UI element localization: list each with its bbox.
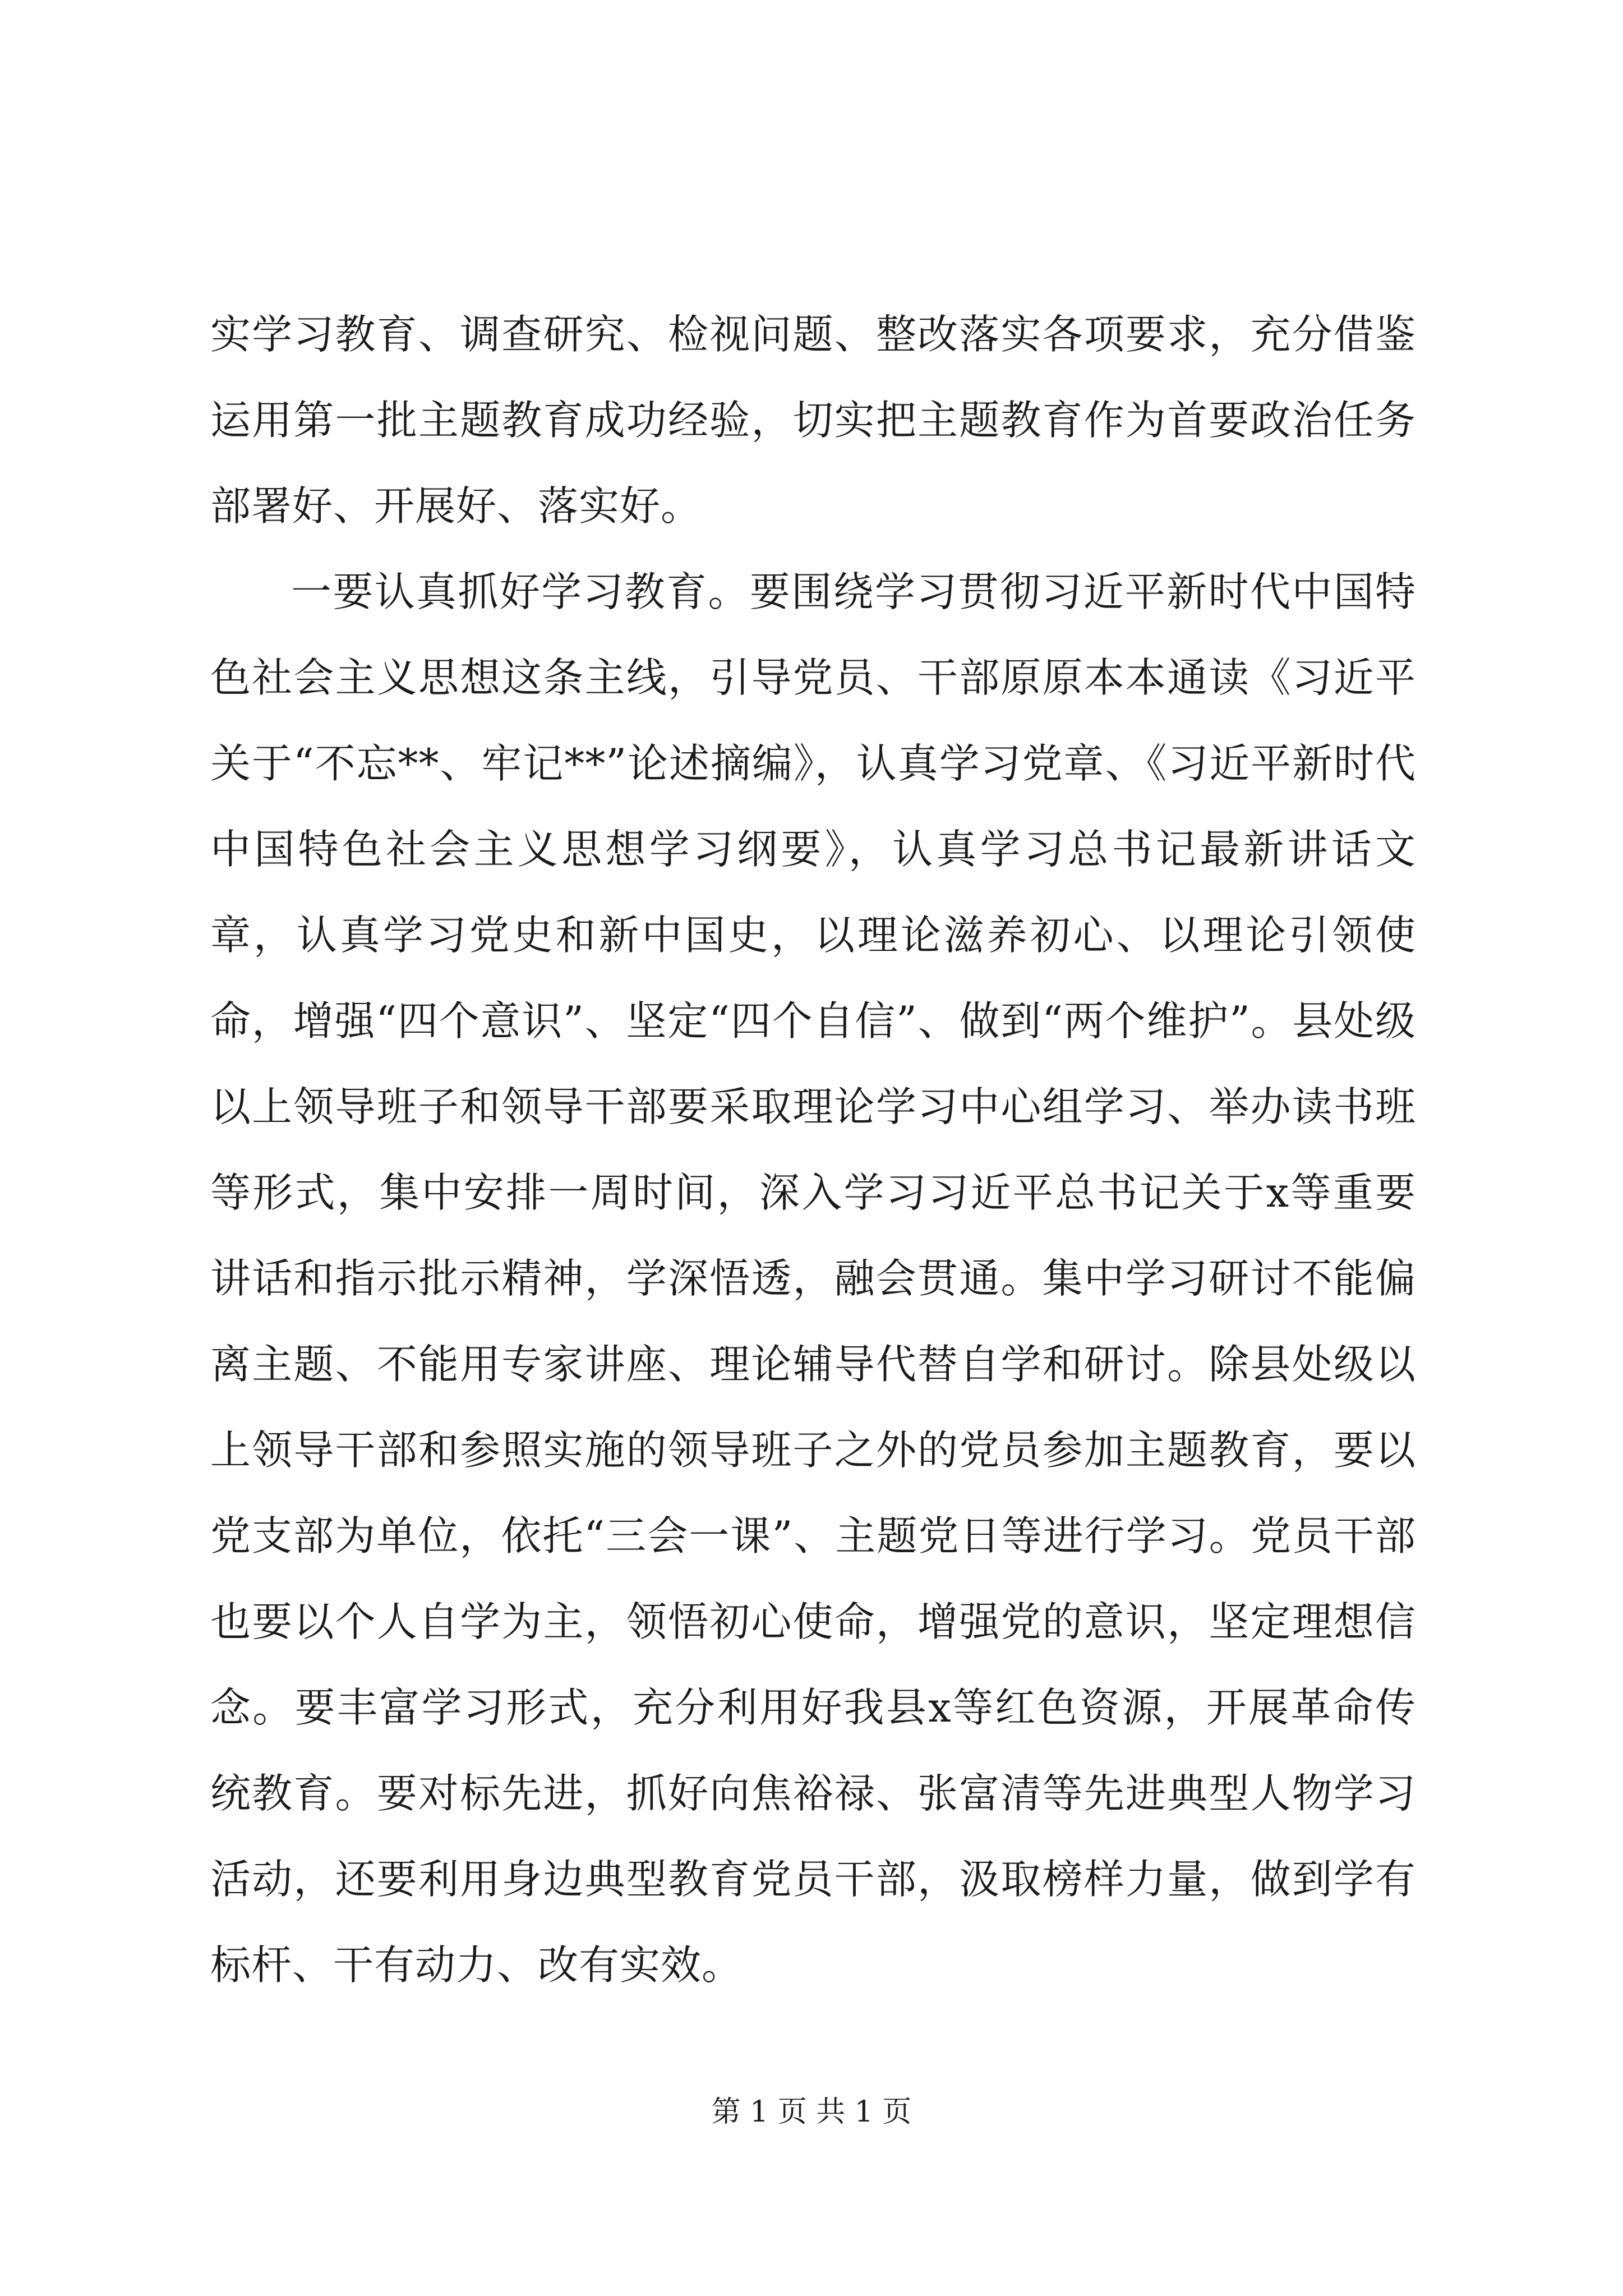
page-footer: 第 1 页 共 1 页: [711, 2095, 912, 2129]
paragraph-continuation: 实学习教育、调查研究、检视问题、整改落实各项要求，充分借鉴运用第一批主题教育成功经验，切实把主题教育作为首要政治任务部署好、开展好、落实好。: [210, 311, 1416, 530]
document-body: [210, 292, 1416, 2008]
paragraph-study-education: 一要认真抓好学习教育。要围绕学习贯彻习近平新时代中国特色社会主义思想这条主线，引导党员、干部原原本本通读《习近平关于“不忘**、牢记**”论述摘编》，认真学习党章、《习近平新时代中国特色社会主义思想学习纲要》，认真学习总书记最新讲话文章，认真学习党史和新中国史，以理论滋养初心、以理论引领使命，增强“四个意识”、坚定“四个自信”、做到“两个维护”。县处级以上领导班子和领导干部要采取理论学习中心组学习、举办读书班等形式，集中安排一周时间，深入学习习近平总书记关于x等重要讲话和指示批示精神，学深悟透，融会贯通。集中学习研讨不能偏离主题、不能用专家讲座、理论辅导代替自学和研讨。除县处级以上领导干部和参照实施的领导班子之外的党员参加主题教育，要以党支部为单位，依托“三会一课”、主题党日等进行学习。党员干部也要以个人自学为主，领悟初心使命，增强党的意识，坚定理想信念。要丰富学习形式，充分利用好我县x等红色资源，开展革命传统教育。要对标先进，抓好向焦裕禄、张富清等先进典型人物学习活动，还要利用身边典型教育党员干部，汲取榜样力量，做到学有标杆、干有动力、改有实效。: [210, 568, 1416, 1989]
